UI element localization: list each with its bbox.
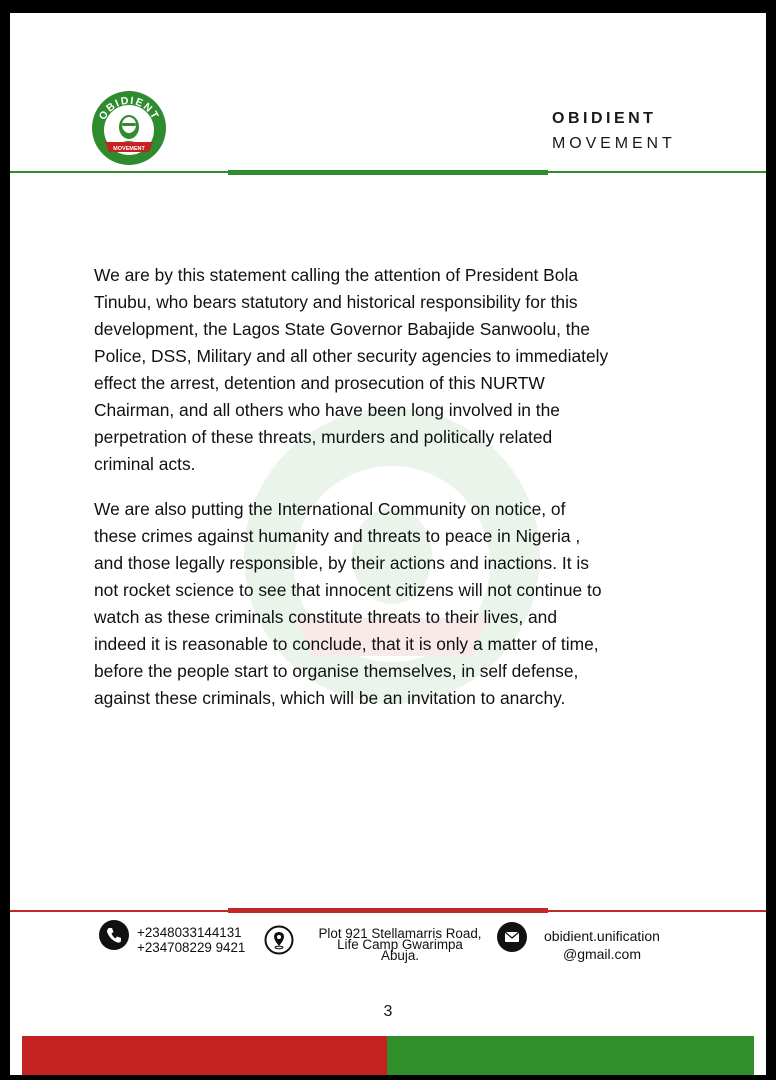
- location-pin-icon: [264, 925, 294, 955]
- phone-icon: [99, 920, 129, 950]
- paragraph-1: We are by this statement calling the attention of President Bola Tinubu, who bears statutory and historical responsibility for this development, the Lagos State Governor Babajide Sanwoolu, the Police, DSS, Military and all other security agencies to immediately effect the arrest, detention and prosecution of this NURTW Chairman, and all others who have been long involved in the perpetration of these threats, murders and politically related criminal acts.: [94, 265, 609, 474]
- brand-line-2: MOVEMENT: [552, 135, 676, 152]
- phone-numbers: [137, 925, 245, 955]
- email: [532, 927, 672, 963]
- page-number: 3: [383, 1003, 393, 1020]
- header-accent-bar: [228, 170, 548, 175]
- email-line-1: obidient.unification: [544, 928, 660, 944]
- statement-body: [94, 262, 694, 730]
- footer-accent-bar: [228, 908, 548, 913]
- address-line-1: Plot 921 Stellamarris Road,: [318, 926, 482, 941]
- address: [300, 928, 500, 961]
- paragraph-2: We are also putting the International Community on notice, of these crimes against humanity and threats to peace in Nigeria , and those legally responsible, by their actions and inactions. It is not rocket science to see that innocent citizens will not continue to watch as these criminals constitute threats to their lives, and indeed it is reasonable to conclude, that it is only a matter of time, before the people start to organise themselves, in self defense, against these criminals, which will be an invitation to anarchy.: [94, 499, 602, 708]
- phone-2: +234708229 9421: [137, 940, 246, 955]
- brand-line-1: OBIDIENT: [552, 110, 657, 127]
- email-line-2: @gmail.com: [562, 946, 641, 962]
- obidient-logo-icon: [91, 90, 167, 166]
- address-line-2: Life Camp Gwarimpa: [337, 937, 463, 952]
- footer-stripe-green: [387, 1036, 754, 1075]
- footer-stripe-red: [22, 1036, 387, 1075]
- address-line-3: Abuja.: [381, 948, 419, 963]
- brand-name: [552, 109, 676, 155]
- phone-1: +2348033144131: [137, 925, 242, 940]
- logo-text: OBIDIENT: [96, 94, 162, 123]
- mail-icon: [497, 922, 527, 952]
- document-page: [10, 13, 766, 1075]
- logo-ribbon-text: MOVEMENT: [113, 146, 145, 152]
